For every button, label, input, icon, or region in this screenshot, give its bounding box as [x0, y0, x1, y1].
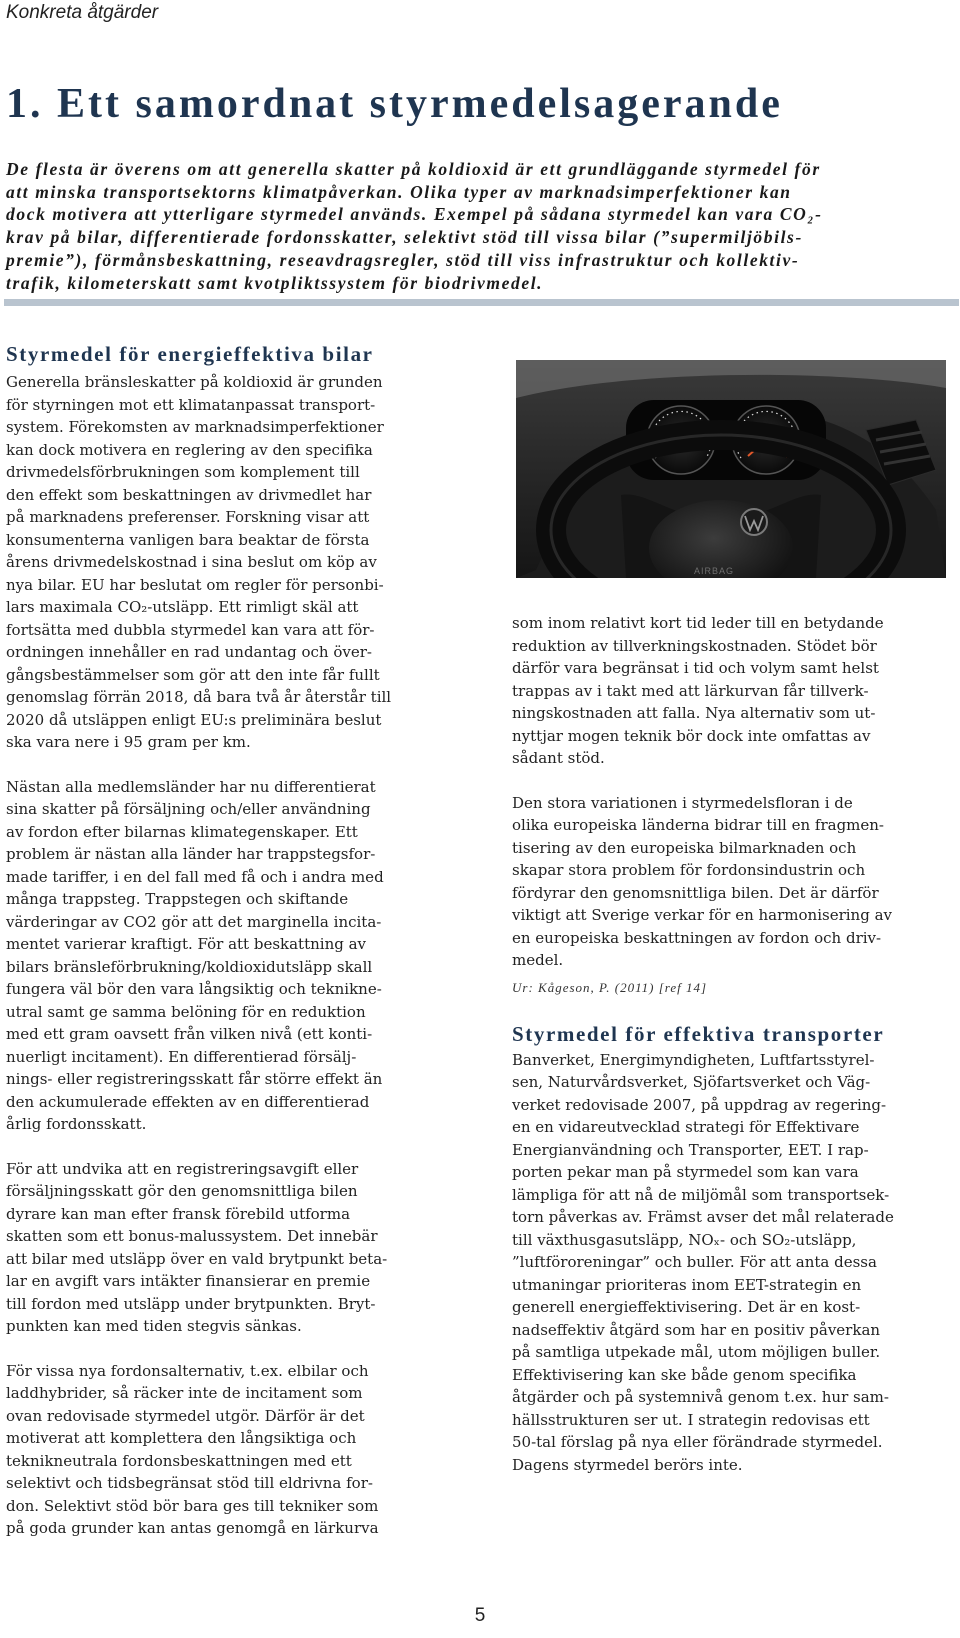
- text-line: fortsätta med dubbla styrmedel kan vara att för-: [6, 620, 375, 639]
- text-line: lars maximala CO₂-utsläpp. Ett rimligt skäl att: [6, 598, 359, 616]
- text-line: fördyrar den genomsnittliga bilen. Det är därför: [512, 883, 879, 902]
- text-line: kan dock motivera en reglering av den specifika: [6, 440, 373, 459]
- text-line: många trappsteg. Trappstegen och skiftande: [6, 890, 349, 908]
- text-line: problem är nästan alla länder har trappstegsfor-: [6, 845, 376, 863]
- text-line: av fordon efter bilarnas klimategenskaper. Ett: [6, 822, 358, 841]
- paragraph-eet-strategy: [512, 1049, 952, 1477]
- text-line: en en vidareutvecklad strategi för Effektivare: [512, 1118, 860, 1136]
- intro-line: krav på bilar, differentierade fordonsskatter, selektivt stöd till vissa bilar (”supermiljöbils-: [6, 227, 803, 248]
- text-line: reduktion av tillverkningskostnaden. Stödet bör: [512, 636, 877, 655]
- text-line: Energianvändning och Transporter, EET. I rap-: [512, 1140, 869, 1159]
- text-line: laddhybrider, så räcker inte de incitament som: [6, 1384, 363, 1402]
- page-title: 1. Ett samordnat styrmedelsagerande: [6, 81, 783, 127]
- text-line: teknikneutrala fordonsbeskattningen med ett: [6, 1451, 352, 1470]
- text-line: på marknadens preferenser. Forskning visar att: [6, 508, 370, 526]
- text-line: olika europeiska länderna bidrar till en fragmen-: [512, 816, 885, 834]
- text-line: tisering av den europeiska bilmarknaden och: [512, 838, 857, 857]
- text-line: en europeiska beskattningen av fordon och driv-: [512, 928, 882, 947]
- text-line: hällsstrukturen ser ut. I strategin redovisas ett: [512, 1410, 870, 1429]
- text-line: ”luftföroreningar” och buller. För att anta dessa: [512, 1253, 877, 1271]
- text-line: verket redovisade 2007, på uppdrag av regering-: [512, 1095, 887, 1114]
- text-line: Effektivisering kan ske både genom specifika: [512, 1365, 857, 1384]
- text-line: made tariffer, i en del fall med få och i andra med: [6, 867, 384, 886]
- text-line: att bilar med utsläpp över en vald brytpunkt beta-: [6, 1249, 388, 1268]
- text-line: motiverat att komplettera den långsiktiga och: [6, 1429, 357, 1447]
- text-line: ska vara nere i 95 gram per km.: [6, 733, 251, 751]
- page-number: 5: [474, 1605, 486, 1626]
- paragraph-fuel-taxes: [6, 371, 436, 754]
- text-line: årens drivmedelskostnad i sina beslut om köp av: [6, 553, 377, 571]
- text-line: För vissa nya fordonsalternativ, t.ex. elbilar och: [6, 1361, 369, 1380]
- text-line: mentet varierar kraftigt. För att beskattning av: [6, 935, 367, 953]
- text-line: Banverket, Energimyndigheten, Luftfartsstyrel-: [512, 1050, 875, 1069]
- intro-line: trafik, kilometerskatt samt kvotpliktssystem för biodrivmedel.: [6, 272, 544, 293]
- text-line: sina skatter på försäljning och/eller användning: [6, 800, 371, 818]
- text-line: ovan redovisade styrmedel utgör. Därför är det: [6, 1406, 365, 1425]
- text-line: sådant stöd.: [512, 749, 605, 767]
- left-column: [6, 342, 436, 1540]
- text-line: ningskostnaden att falla. Nya alternativ som ut-: [512, 704, 876, 722]
- divider-rule: [4, 299, 959, 306]
- text-line: för styrningen mot ett klimatanpassat transport-: [6, 395, 376, 414]
- text-line: Nästan alla medlemsländer har nu differentierat: [6, 777, 376, 796]
- text-line: med ett gram oavsett från vilken nivå (ett konti-: [6, 1025, 373, 1043]
- text-line: den effekt som beskattningen av drivmedlet har: [6, 485, 372, 504]
- text-line: ordningen innehåller en rad undantag och över-: [6, 643, 372, 661]
- text-line: utral samt ge samma belöning för en reduktion: [6, 1002, 366, 1021]
- section-heading-energy-efficient-cars: Styrmedel för energieffektiva bilar: [6, 342, 374, 366]
- intro-line: premie”), förmånsbeskattning, reseavdragsregler, stöd till viss infrastruktur och kollektiv-: [6, 249, 800, 270]
- text-line: utmaningar prioriteras inom EET-strategin en: [512, 1275, 862, 1294]
- text-line: porten pekar man på styrmedel som kan vara: [512, 1163, 859, 1181]
- intro-line: De flesta är överens om att generella skatter på koldioxid är ett grundläggande styrmedel för: [6, 159, 821, 179]
- text-line: 50-tal förslag på nya eller förändrade styrmedel.: [512, 1433, 883, 1451]
- text-line: Den stora variationen i styrmedelsfloran i de: [512, 793, 853, 812]
- text-line: dyrare kan man efter fransk förebild utforma: [6, 1204, 351, 1223]
- paragraph-harmonisation: [512, 792, 952, 972]
- text-line: på samtliga utpekade mål, utom möjligen buller.: [512, 1343, 881, 1361]
- text-line: nadseffektiv åtgärd som har en positiv påverkan: [512, 1320, 881, 1339]
- text-line: bilars bränsleförbrukning/koldioxidutsläpp skall: [6, 957, 373, 976]
- intro-paragraph: [6, 158, 956, 294]
- text-line: Dagens styrmedel berörs inte.: [512, 1455, 743, 1474]
- text-line: don. Selektivt stöd bör bara ges till tekniker som: [6, 1496, 379, 1515]
- source-citation: Ur: Kågeson, P. (2011) [ref 14]: [512, 979, 708, 995]
- intro-line: dock motivera att ytterligare styrmedel används. Exempel på sådana styrmedel kan vara CO₂-: [6, 204, 823, 225]
- text-line: fungera väl bör den vara långsiktig och teknikne-: [6, 980, 382, 998]
- text-line: till fordon med utsläpp under brytpunkten. Bryt-: [6, 1294, 376, 1313]
- text-line: den ackumulerade effekten av en differentierad: [6, 1092, 370, 1111]
- text-line: årlig fordonsskatt.: [6, 1115, 147, 1133]
- text-line: nuerligt incitament). En differentierad försälj-: [6, 1047, 357, 1066]
- text-line: selektivt och tidsbegränsat stöd till eldrivna for-: [6, 1474, 373, 1492]
- text-line: konsumenterna vanligen bara beaktar de första: [6, 530, 370, 549]
- text-line: trappas av i takt med att lärkurvan får tillverk-: [512, 681, 869, 700]
- paragraph-bonus-malus: [6, 1158, 436, 1338]
- text-line: skatten som ett bonus-malussystem. Det innebär: [6, 1227, 378, 1245]
- text-line: sen, Naturvårdsverket, Sjöfartsverket och Väg-: [512, 1073, 871, 1091]
- text-line: värderingar av CO2 gör att det marginella incita-: [6, 912, 382, 931]
- section-heading-efficient-transport: Styrmedel för effektiva transporter: [512, 1021, 885, 1046]
- text-line: nings- eller registreringsskatt får större effekt än: [6, 1070, 383, 1088]
- text-line: gångsbestämmelser som gör att den inte får fullt: [6, 665, 380, 684]
- paragraph-learning-curve: [512, 612, 952, 770]
- text-line: torn påverkas av. Främst avser det mål relaterade: [512, 1208, 894, 1226]
- text-line: som inom relativt kort tid leder till en betydande: [512, 614, 884, 632]
- paragraph-selective-support: [6, 1360, 436, 1540]
- right-column: [512, 612, 952, 1476]
- text-line: medel.: [512, 951, 564, 969]
- text-line: på goda grunder kan antas genomgå en lärkurva: [6, 1519, 379, 1537]
- text-line: punkten kan med tiden stegvis sänkas.: [6, 1317, 302, 1335]
- text-line: nyttjar mogen teknik bör dock inte omfattas av: [512, 726, 871, 745]
- text-line: viktigt att Sverige verkar för en harmonisering av: [512, 906, 892, 924]
- airbag-label: AIRBAG: [694, 566, 735, 576]
- text-line: generell energieffektivisering. Det är en kost-: [512, 1298, 861, 1316]
- text-line: lämpliga för att nå de miljömål som transportsek-: [512, 1185, 890, 1204]
- paragraph-differentiated-taxes: [6, 776, 436, 1136]
- text-line: nya bilar. EU har beslutat om regler för personbi-: [6, 575, 384, 594]
- text-line: 2020 då utsläppen enligt EU:s preliminära beslut: [6, 710, 382, 729]
- text-line: Generella bränsleskatter på koldioxid är grunden: [6, 373, 383, 391]
- text-line: till växthusgasutsläpp, NOₓ- och SO₂-utsläpp,: [512, 1230, 857, 1249]
- text-line: genomslag förrän 2018, då bara två år återstår till: [6, 688, 392, 706]
- text-line: system. Förekomsten av marknadsimperfektioner: [6, 418, 384, 436]
- text-line: skapar stora problem för fordonsindustrin och: [512, 861, 866, 879]
- text-line: För att undvika att en registreringsavgift eller: [6, 1159, 359, 1178]
- intro-line: att minska transportsektorns klimatpåverkan. Olika typer av marknadsimperfektioner kan: [6, 181, 792, 202]
- section-label: Konkreta åtgärder: [6, 2, 159, 23]
- text-line: åtgärder och på systemnivå genom t.ex. hur sam-: [512, 1388, 889, 1406]
- text-line: drivmedelsförbrukningen som komplement till: [6, 463, 360, 481]
- text-line: därför vara begränsat i tid och volym samt helst: [512, 659, 879, 677]
- text-line: lar en avgift vars intäkter finansierar en premie: [6, 1272, 371, 1290]
- dashboard-photo: [516, 360, 946, 578]
- text-line: försäljningsskatt gör den genomsnittliga bilen: [6, 1182, 358, 1200]
